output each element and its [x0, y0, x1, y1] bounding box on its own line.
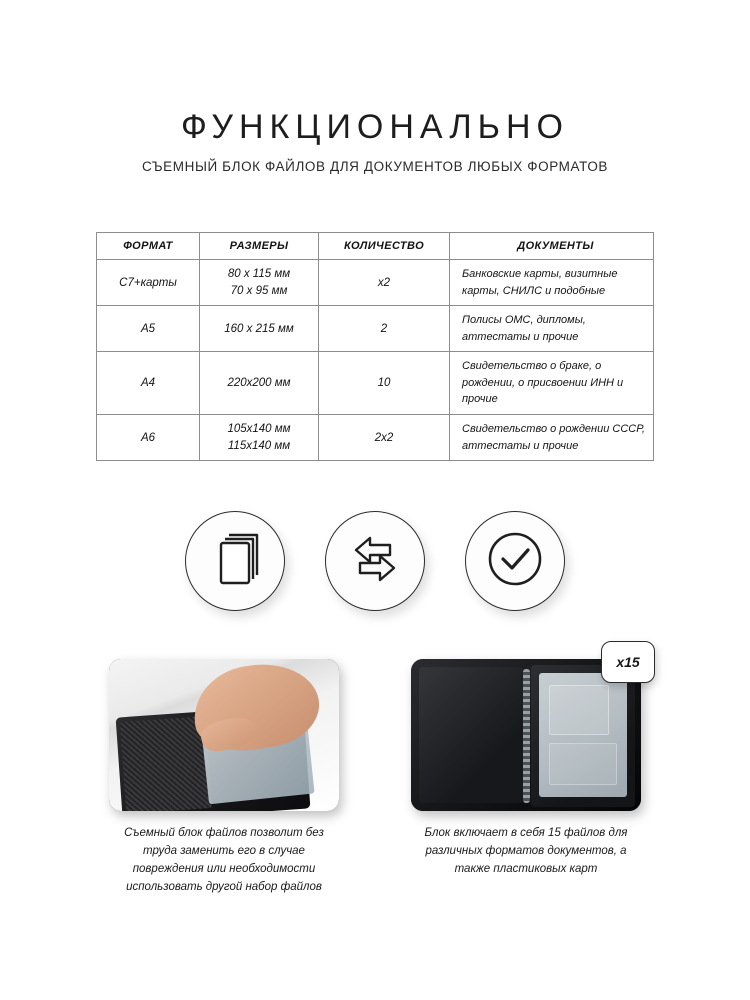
- column-header-quantity: КОЛИЧЕСТВО: [319, 233, 450, 260]
- cell-format: A5: [97, 306, 200, 352]
- table-header-row: [97, 233, 654, 260]
- cell-format: C7+карты: [97, 260, 200, 306]
- cell-size-line1: 105x140 мм: [227, 422, 291, 435]
- documents-stack-icon: [209, 531, 261, 592]
- cell-quantity: 10: [319, 352, 450, 415]
- check-circle-icon-circle: [465, 511, 565, 611]
- table-row: [97, 414, 654, 460]
- check-circle-icon: [485, 529, 545, 594]
- column-header-documents: ДОКУМЕНТЫ: [450, 233, 654, 260]
- photo-gallery: [0, 654, 750, 896]
- page-subtitle: СЪЕМНЫЙ БЛОК ФАЙЛОВ ДЛЯ ДОКУМЕНТОВ ЛЮБЫХ ФОРМАТОВ: [141, 159, 609, 174]
- zipper-shape: [523, 669, 530, 803]
- file-pocket-shape: [549, 685, 609, 735]
- cell-documents: Полисы ОМС, дипломы, аттестаты и прочие: [450, 306, 654, 352]
- cell-documents: Свидетельство о рождении СССР, аттестаты и прочие: [450, 414, 654, 460]
- files-count-badge: x15: [601, 641, 655, 683]
- header: [0, 0, 750, 174]
- cell-quantity: x2: [319, 260, 450, 306]
- page-title: ФУНКЦИОНАЛЬНО: [181, 108, 569, 146]
- swap-arrows-icon: [346, 532, 404, 591]
- spec-table-wrapper: [96, 232, 654, 461]
- photo-block-left: [109, 659, 339, 896]
- swap-arrows-icon-circle: [325, 511, 425, 611]
- cell-format: A6: [97, 414, 200, 460]
- photo-block-right: [411, 654, 641, 896]
- cell-size-line1: 80 x 115 мм: [227, 268, 291, 280]
- cell-format: A4: [97, 352, 200, 415]
- spec-table: [96, 232, 654, 461]
- feature-icons-row: [0, 511, 750, 611]
- photo-caption-right: Блок включает в себя 15 файлов для различных форматов документов, а также пластиковых карт: [424, 827, 628, 875]
- documents-stack-icon-circle: [185, 511, 285, 611]
- cell-documents: Свидетельство о браке, о рождении, о присвоении ИНН и прочие: [450, 352, 654, 415]
- folder-left-cover-shape: [419, 667, 523, 803]
- spec-table-body: [97, 260, 654, 461]
- column-header-size: РАЗМЕРЫ: [200, 233, 319, 260]
- photo-caption-left: Съемный блок файлов позволит без труда заменить его в случае повреждения или необходимости использовать другой набор файлов: [124, 827, 324, 893]
- cell-size: [200, 260, 319, 306]
- cell-quantity: 2: [319, 306, 450, 352]
- table-row: [97, 306, 654, 352]
- cell-size: 160 x 215 мм: [200, 306, 319, 352]
- file-pocket-shape: [549, 743, 617, 785]
- cell-documents: Банковские карты, визитные карты, СНИЛС и подобные: [450, 260, 654, 306]
- table-row: [97, 260, 654, 306]
- cell-size: 220x200 мм: [200, 352, 319, 415]
- spec-table-head: [97, 233, 654, 260]
- column-header-format: ФОРМАТ: [97, 233, 200, 260]
- file-sheet-shape: [539, 673, 627, 797]
- table-row: [97, 352, 654, 415]
- cell-size-line2: 70 x 95 мм: [230, 284, 288, 297]
- removable-file-block-photo: [109, 659, 339, 811]
- cell-quantity: 2x2: [319, 414, 450, 460]
- cell-size: [200, 414, 319, 460]
- cell-size-line2: 115x140 мм: [227, 439, 291, 452]
